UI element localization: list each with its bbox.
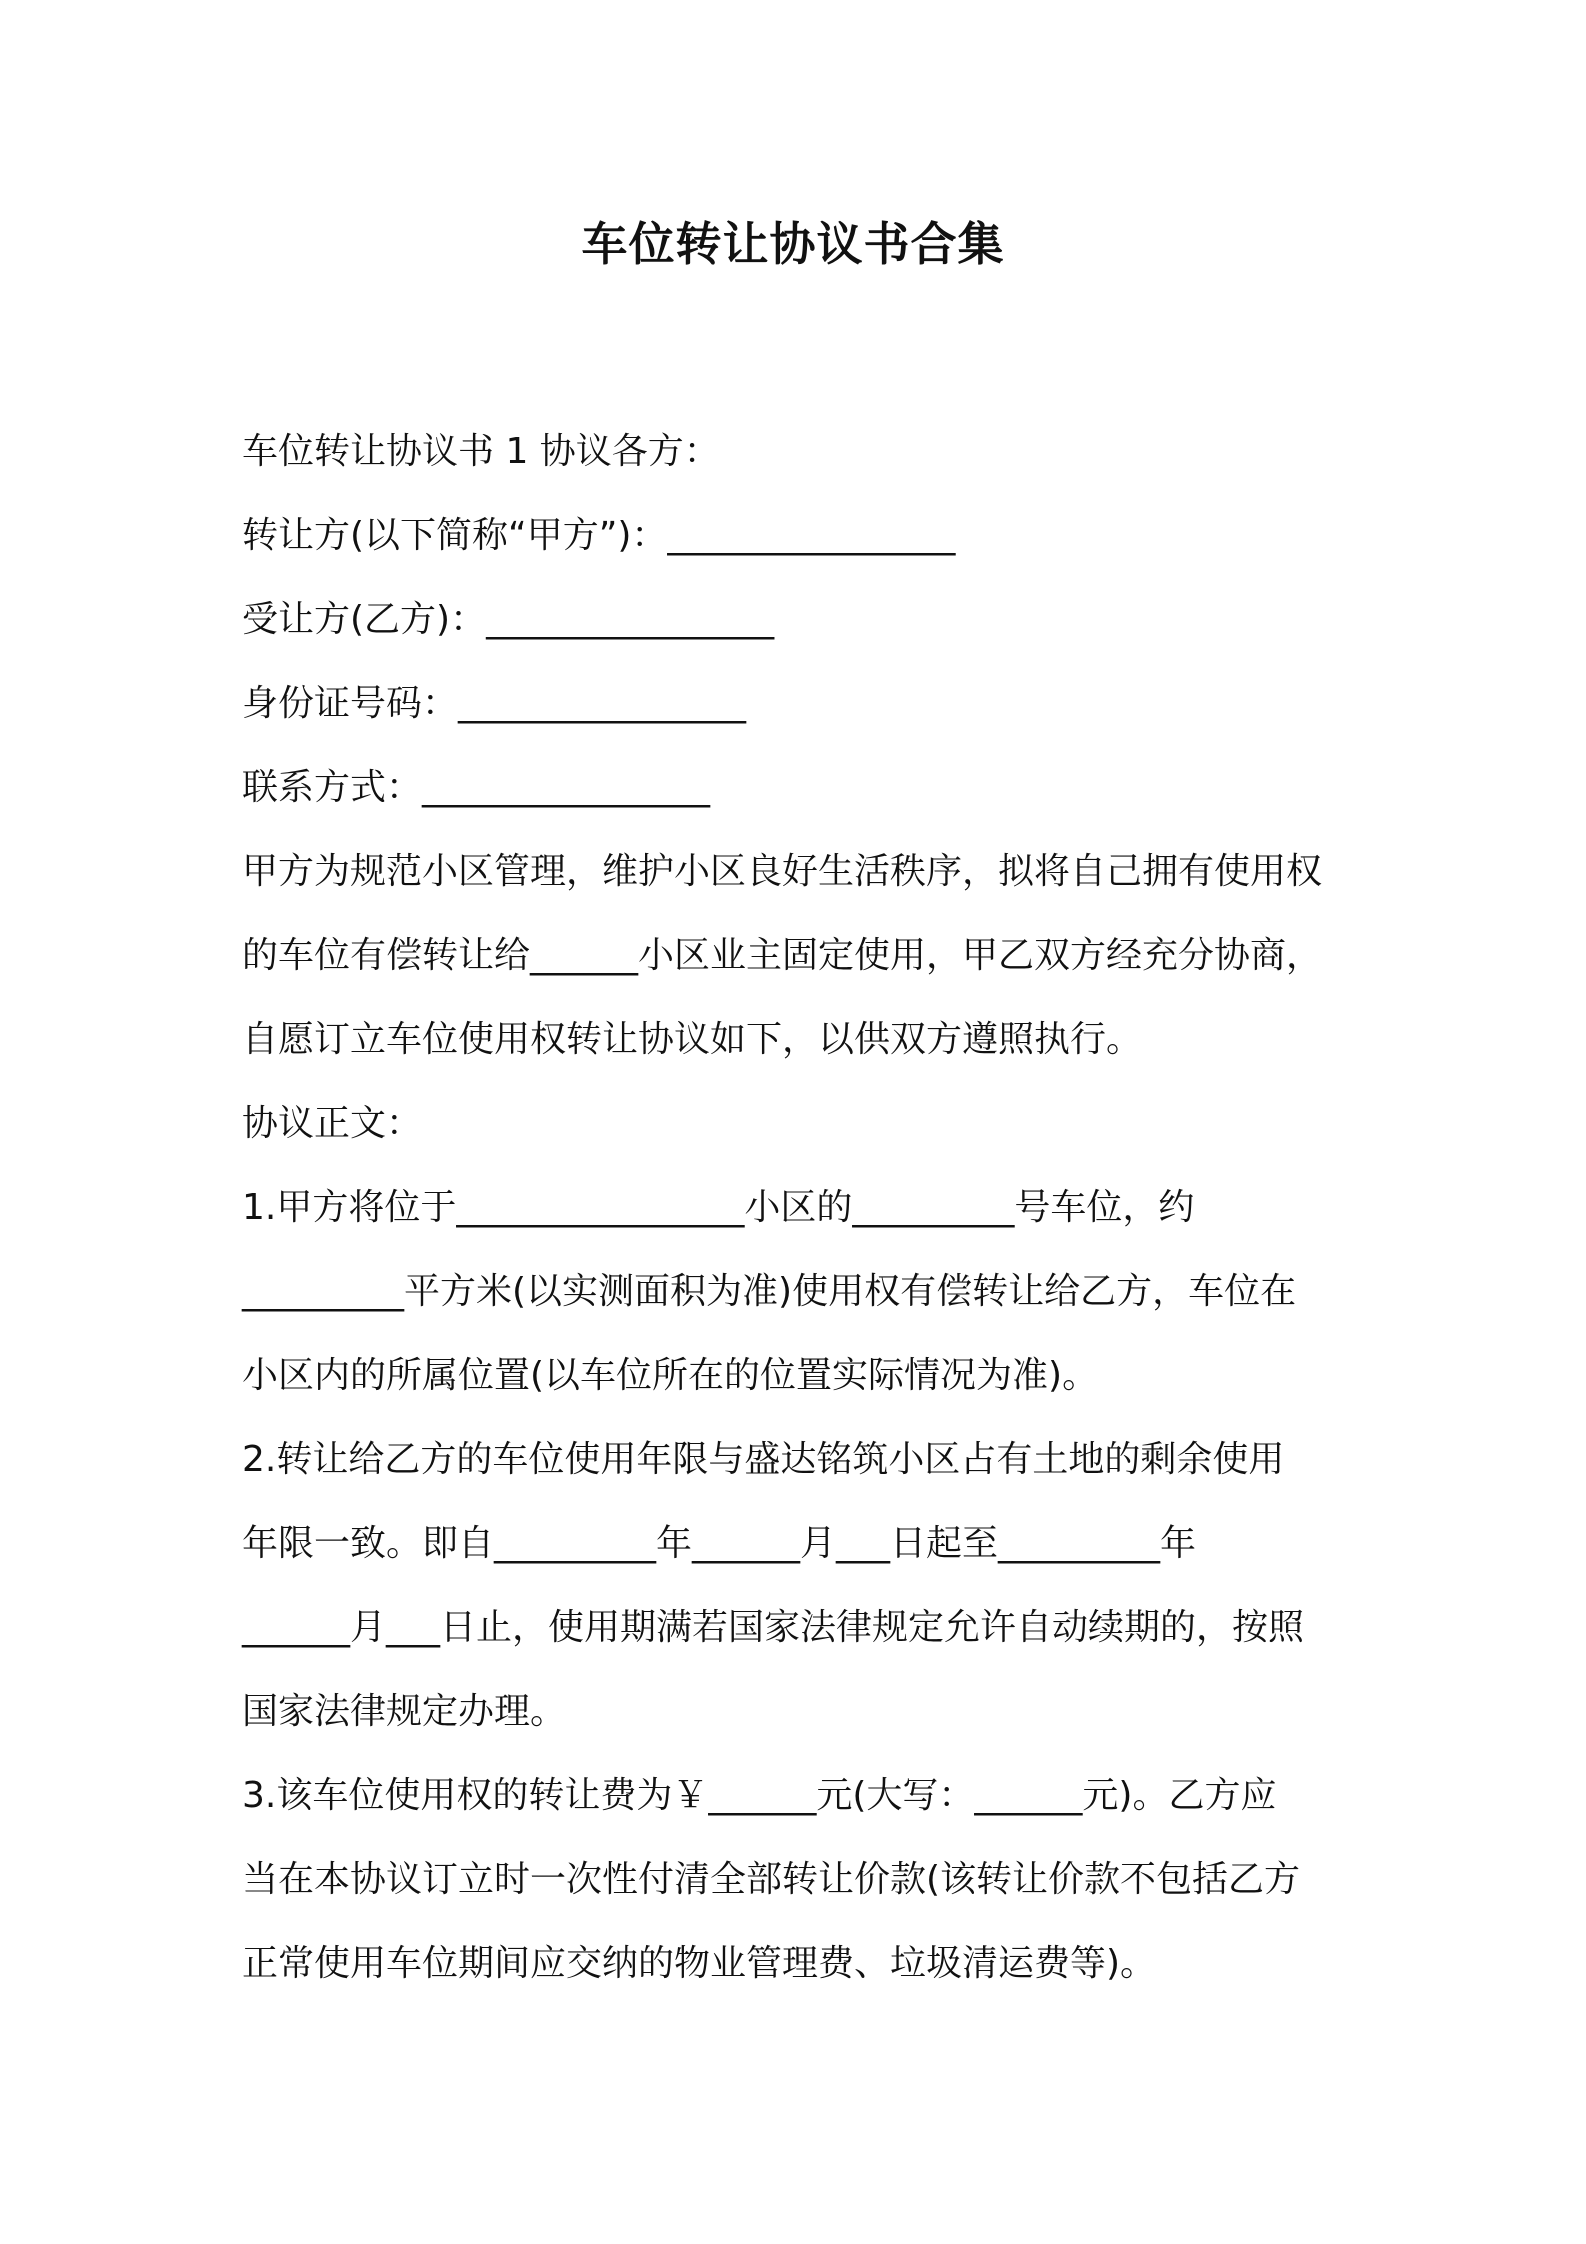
parties-heading: 车位转让协议书 1 协议各方： — [242, 431, 720, 472]
clause-3-line: 当在本协议订立时一次性付清全部转让价款(该转让价款不包括乙方 — [242, 1859, 1301, 1900]
clause-1-line: _________平方米(以实测面积为准)使用权有偿转让给乙方，车位在 — [242, 1271, 1297, 1312]
clause-2-line: ______月___日止，使用期满若国家法律规定允许自动续期的，按照 — [242, 1607, 1305, 1648]
preamble-line: 自愿订立车位使用权转让协议如下，以供双方遵照执行。 — [242, 1019, 1143, 1060]
transferor-line: 转让方(以下简称“甲方”)：________________ — [242, 515, 956, 556]
transferee-line: 受让方(乙方)：________________ — [242, 599, 775, 640]
document-title: 车位转让协议书合集 — [581, 217, 1005, 271]
clause-2-line: 国家法律规定办理。 — [242, 1691, 567, 1732]
preamble-line: 的车位有偿转让给______小区业主固定使用，甲乙双方经充分协商， — [242, 935, 1323, 976]
clause-1-line: 小区内的所属位置(以车位所在的位置实际情况为准)。 — [242, 1355, 1099, 1396]
document-body — [242, 410, 1372, 2006]
id-number-line: 身份证号码：________________ — [242, 683, 747, 724]
clause-3-line: 正常使用车位期间应交纳的物业管理费、垃圾清运费等)。 — [242, 1943, 1157, 1984]
agreement-body-heading: 协议正文： — [242, 1103, 423, 1144]
clause-1-line: 1.甲方将位于________________小区的_________号车位，约 — [242, 1187, 1195, 1228]
preamble-line: 甲方为规范小区管理，维护小区良好生活秩序，拟将自己拥有使用权 — [242, 851, 1323, 892]
contact-line: 联系方式：________________ — [242, 767, 711, 808]
clause-2-line: 年限一致。即自_________年______月___日起至_________年 — [242, 1523, 1197, 1564]
clause-2-line: 2.转让给乙方的车位使用年限与盛达铭筑小区占有土地的剩余使用 — [242, 1439, 1285, 1480]
clause-3-line: 3.该车位使用权的转让费为￥______元(大写：______元)。乙方应 — [242, 1775, 1277, 1816]
